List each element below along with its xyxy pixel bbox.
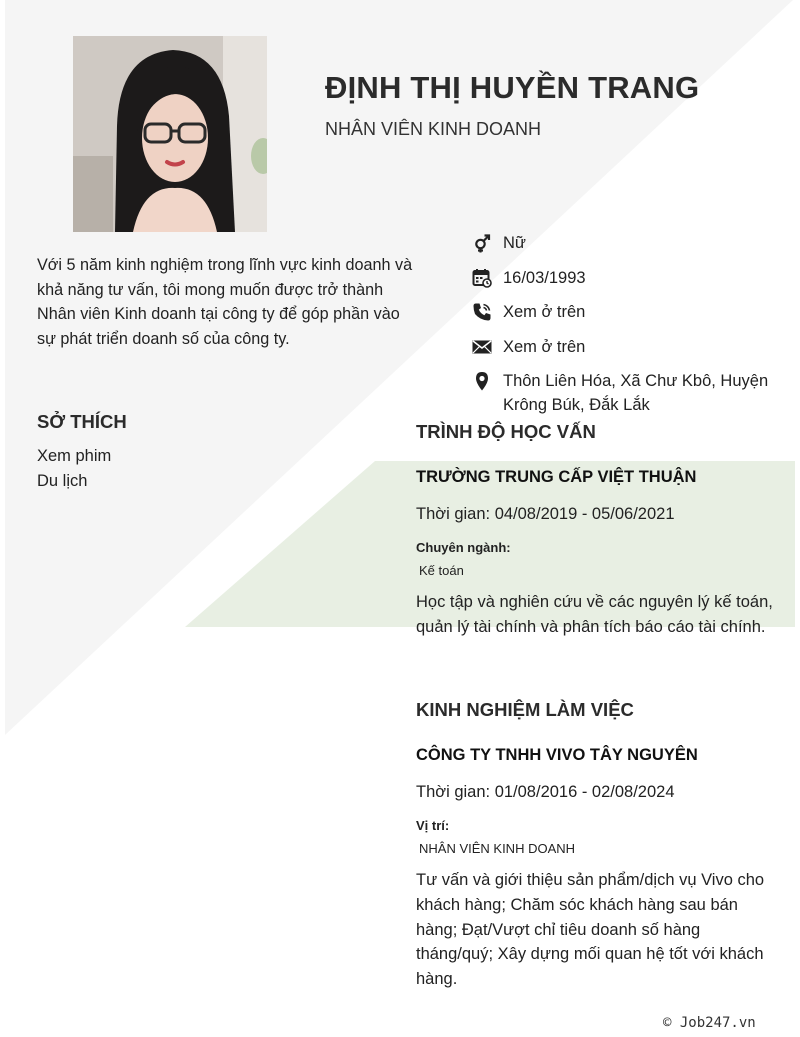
contact-list <box>472 231 792 428</box>
mail-icon <box>472 337 492 357</box>
gender-value: Nữ <box>503 234 526 252</box>
address-value: Thôn Liên Hóa, Xã Chư Kbô, Huyện Krông Búk, Đắk Lắk <box>503 372 769 414</box>
experience-heading: KINH NGHIỆM LÀM VIỆC <box>416 699 634 720</box>
birthday-value: 16/03/1993 <box>503 268 586 287</box>
education-heading: TRÌNH ĐỘ HỌC VẤN <box>416 421 596 442</box>
school-name: TRƯỜNG TRUNG CẤP VIỆT THUẬN <box>416 468 697 486</box>
education-entry <box>416 468 776 640</box>
position-label: Vị trí: <box>416 818 450 833</box>
career-summary: Với 5 năm kinh nghiệm trong lĩnh vực kinh doanh và khả năng tư vấn, tôi mong muốn được trở thành Nhân viên Kinh doanh tại công ty để góp phần vào sự phát triển doanh số của công ty. <box>37 256 413 348</box>
footer-copyright[interactable]: © Job247.vn <box>663 1015 756 1031</box>
portrait-image <box>73 36 267 232</box>
phone-icon <box>472 302 492 322</box>
major-value: Kế toán <box>419 563 464 578</box>
contact-email <box>472 335 792 359</box>
phone-value: Xem ở trên <box>503 303 586 321</box>
experience-entry <box>416 746 776 992</box>
candidate-title: NHÂN VIÊN KINH DOANH <box>325 119 542 139</box>
education-period: Thời gian: 04/08/2019 - 05/06/2021 <box>416 505 675 523</box>
hobbies-heading: SỞ THÍCH <box>37 411 127 432</box>
hobby-item: Du lịch <box>37 472 88 490</box>
contact-address <box>472 369 792 417</box>
calendar-icon <box>472 268 492 288</box>
candidate-name: ĐỊNH THỊ HUYỀN TRANG <box>325 70 700 105</box>
major-label: Chuyên ngành: <box>416 540 511 555</box>
location-icon <box>472 371 492 391</box>
hobby-item: Xem phim <box>37 447 112 465</box>
gender-icon <box>472 233 492 253</box>
position-value: NHÂN VIÊN KINH DOANH <box>419 841 576 856</box>
company-name: CÔNG TY TNHH VIVO TÂY NGUYÊN <box>416 746 698 764</box>
education-description: Học tập và nghiên cứu về các nguyên lý kế toán, quản lý tài chính và phân tích báo cáo tài chính. <box>416 593 773 636</box>
experience-description: Tư vấn và giới thiệu sản phẩm/dịch vụ Vivo cho khách hàng; Chăm sóc khách hàng sau bán hàng; Đạt/Vượt chỉ tiêu doanh số hàng tháng/quý; Xây dựng mối quan hệ tốt với khách hàng. <box>416 871 765 989</box>
email-value: Xem ở trên <box>503 337 586 356</box>
contact-phone <box>472 300 792 324</box>
experience-period: Thời gian: 01/08/2016 - 02/08/2024 <box>416 783 675 801</box>
contact-gender <box>472 231 792 255</box>
hobbies-list <box>37 444 111 494</box>
contact-birthday <box>472 266 792 290</box>
profile-photo <box>73 36 267 232</box>
